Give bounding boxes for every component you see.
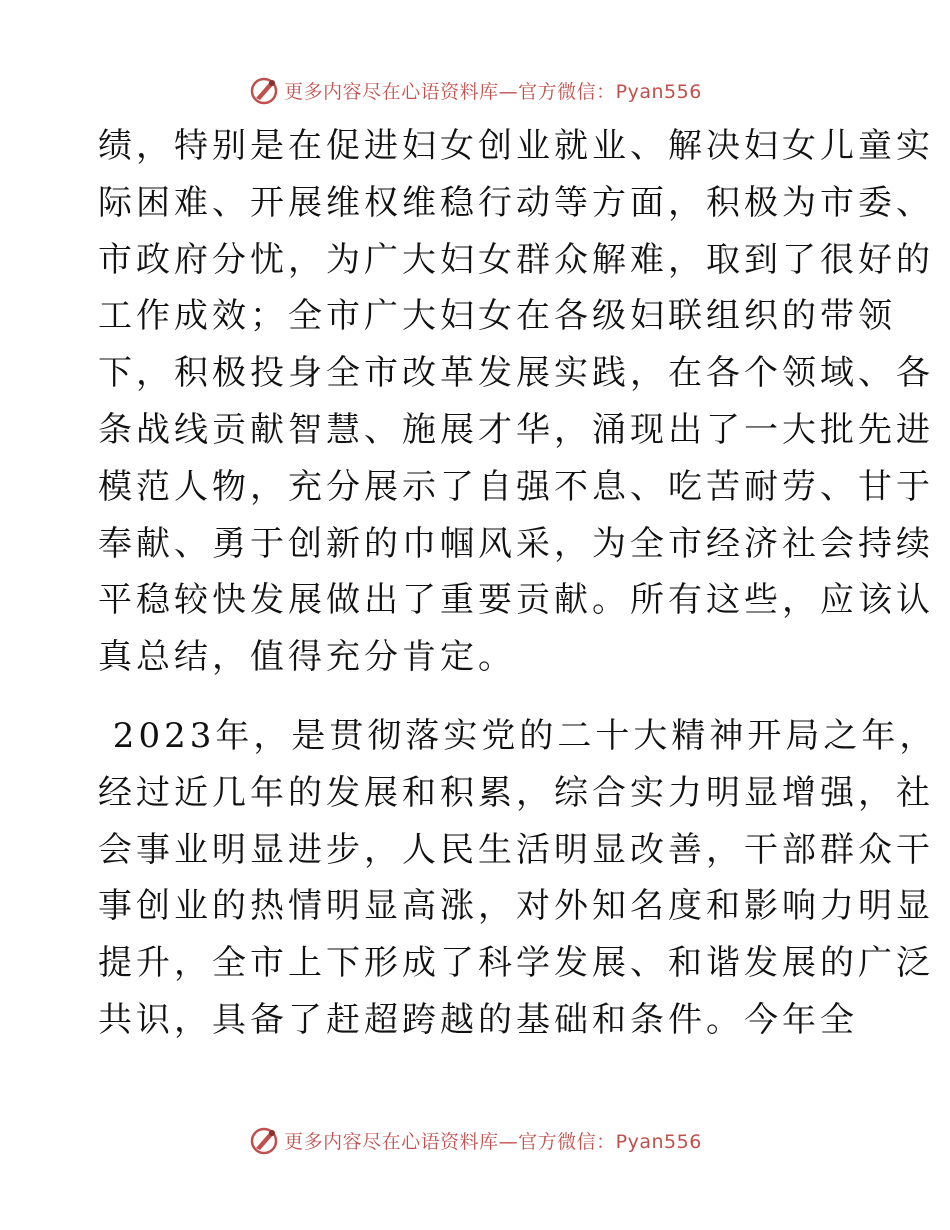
text-line: 会事业明显进步，人民生活明显改善，干部群众干: [98, 829, 934, 870]
text-line: 下，积极投身全市改革发展实践，在各个领域、各: [98, 353, 934, 394]
text-line: 共识，具备了赶超跨越的基础和条件。今年全: [98, 999, 858, 1040]
text-line: 条战线贡献智慧、施展才华，涌现出了一大批先进: [98, 409, 934, 450]
footer-banner: [0, 1122, 950, 1158]
banner-text: 更多内容尽在心语资料库—官方微信：Pyan556: [284, 80, 702, 103]
text-line: 绩，特别是在促进妇女创业就业、解决妇女儿童实: [98, 126, 934, 166]
banner-text: 更多内容尽在心语资料库—官方微信：Pyan556: [284, 1130, 702, 1153]
logo-icon: [248, 1124, 280, 1156]
header-banner: [0, 72, 950, 108]
text-line: 际困难、开展维权维稳行动等方面，积极为市委、: [98, 182, 934, 223]
text-line: 事创业的热情明显高涨，对外知名度和影响力明显: [98, 886, 934, 927]
text-line: 经过近几年的发展和积累，综合实力明显增强，社: [98, 772, 934, 813]
paragraph: [98, 118, 934, 686]
paragraph-spacer: [98, 686, 858, 708]
text-line: 市政府分忧，为广大妇女群众解难，取到了很好的: [98, 239, 934, 280]
text-line: 平稳较快发展做出了重要贡献。所有这些，应该认: [98, 580, 934, 621]
paragraph: [98, 708, 938, 1049]
text-line: 工作成效；全市广大妇女在各级妇联组织的带领: [98, 296, 896, 337]
text-line: 2023年，是贯彻落实党的二十大精神开局之年，: [98, 715, 938, 756]
document-body: [98, 118, 938, 1049]
logo-icon: [248, 74, 280, 106]
text-line: 模范人物，充分展示了自强不息、吃苦耐劳、甘于: [98, 466, 934, 507]
text-line: 提升，全市上下形成了科学发展、和谐发展的广泛: [98, 943, 934, 984]
text-line: 真总结，值得充分肯定。: [98, 637, 516, 678]
text-line: 奉献、勇于创新的巾帼风采，为全市经济社会持续: [98, 523, 934, 564]
